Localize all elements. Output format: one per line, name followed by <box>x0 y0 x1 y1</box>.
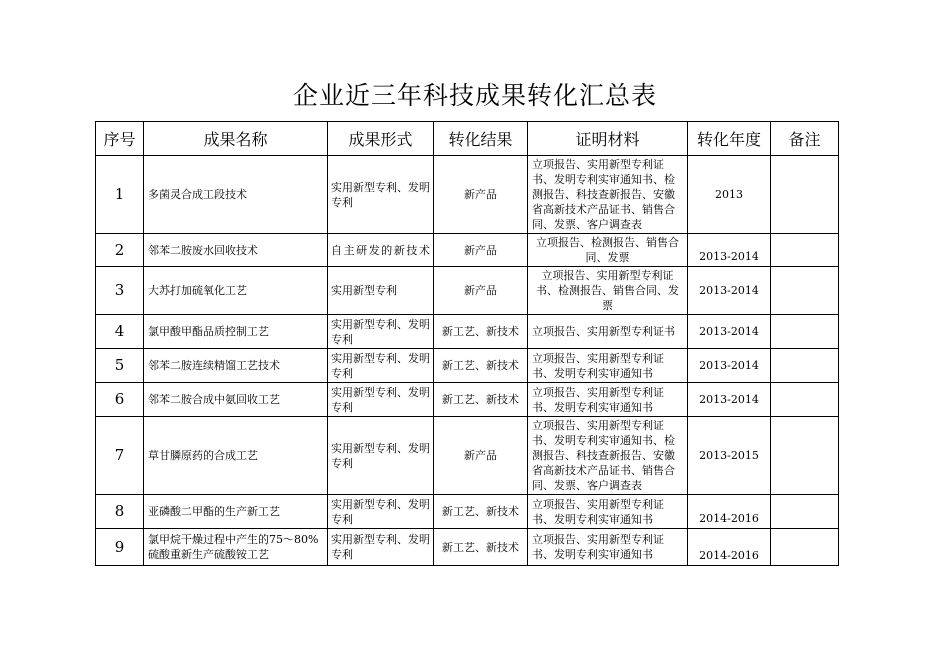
cell-seq: 4 <box>96 315 144 349</box>
cell-name: 氯甲烷干燥过程中产生的75～80%硫酸重新生产硫酸铵工艺 <box>144 529 328 566</box>
cell-year: 2013-2014 <box>688 349 771 383</box>
cell-name: 氯甲酸甲酯品质控制工艺 <box>144 315 328 349</box>
cell-form: 实用新型专利、发明专利 <box>328 417 434 495</box>
cell-material: 立项报告、实用新型专利证书、发明专利实审通知书 <box>528 529 688 566</box>
cell-note <box>771 529 839 566</box>
cell-seq: 8 <box>96 495 144 529</box>
table-row <box>96 417 839 495</box>
header-year: 转化年度 <box>688 122 771 156</box>
cell-note <box>771 234 839 267</box>
cell-note <box>771 267 839 315</box>
cell-material: 立项报告、实用新型专利证书、发明专利实审通知书 <box>528 383 688 417</box>
cell-year: 2013-2014 <box>688 315 771 349</box>
table-row <box>96 156 839 234</box>
cell-result: 新产品 <box>434 156 528 234</box>
cell-material: 立项报告、实用新型专利证书、发明专利实审通知书 <box>528 495 688 529</box>
cell-note <box>771 315 839 349</box>
cell-form: 实用新型专利、发明专利 <box>328 156 434 234</box>
cell-note <box>771 349 839 383</box>
cell-seq: 3 <box>96 267 144 315</box>
cell-seq: 6 <box>96 383 144 417</box>
cell-material: 立项报告、实用新型专利证书、发明专利实审通知书、检测报告、科技查新报告、安徽省高新技术产品证书、销售合同、发票、客户调查表 <box>528 417 688 495</box>
cell-material: 立项报告、实用新型专利证书、发明专利实审通知书 <box>528 349 688 383</box>
table-row <box>96 383 839 417</box>
page-title: 企业近三年科技成果转化汇总表 <box>292 81 657 110</box>
cell-note <box>771 156 839 234</box>
cell-name: 多菌灵合成工段技术 <box>144 156 328 234</box>
cell-name: 草甘膦原药的合成工艺 <box>144 417 328 495</box>
cell-result: 新工艺、新技术 <box>434 529 528 566</box>
cell-material: 立项报告、检测报告、销售合同、发票 <box>528 234 688 267</box>
cell-seq: 9 <box>96 529 144 566</box>
cell-note <box>771 417 839 495</box>
cell-form: 实用新型专利、发明专利 <box>328 495 434 529</box>
header-note: 备注 <box>771 122 839 156</box>
cell-result: 新工艺、新技术 <box>434 349 528 383</box>
header-name: 成果名称 <box>144 122 328 156</box>
table-header-row <box>96 122 839 156</box>
cell-form: 自主研发的新技术 <box>328 234 434 267</box>
cell-name: 邻苯二胺合成中氨回收工艺 <box>144 383 328 417</box>
table-row <box>96 495 839 529</box>
cell-year: 2014-2016 <box>688 529 771 566</box>
header-result: 转化结果 <box>434 122 528 156</box>
cell-year: 2013-2014 <box>688 234 771 267</box>
cell-seq: 7 <box>96 417 144 495</box>
summary-table <box>95 121 839 566</box>
cell-year: 2013-2014 <box>688 383 771 417</box>
cell-name: 亚磷酸二甲酯的生产新工艺 <box>144 495 328 529</box>
cell-material: 立项报告、实用新型专利证书 <box>528 315 688 349</box>
cell-year: 2013 <box>688 156 771 234</box>
cell-result: 新产品 <box>434 234 528 267</box>
cell-form: 实用新型专利、发明专利 <box>328 529 434 566</box>
cell-form: 实用新型专利 <box>328 267 434 315</box>
cell-result: 新产品 <box>434 267 528 315</box>
cell-name: 邻苯二胺连续精馏工艺技术 <box>144 349 328 383</box>
cell-seq: 5 <box>96 349 144 383</box>
cell-note <box>771 383 839 417</box>
header-form: 成果形式 <box>328 122 434 156</box>
table-row <box>96 267 839 315</box>
header-material: 证明材料 <box>528 122 688 156</box>
table-row <box>96 315 839 349</box>
cell-year: 2014-2016 <box>688 495 771 529</box>
cell-material: 立项报告、实用新型专利证书、发明专利实审通知书、检测报告、科技查新报告、安徽省高新技术产品证书、销售合同、发票、客户调查表 <box>528 156 688 234</box>
cell-note <box>771 495 839 529</box>
table-row <box>96 349 839 383</box>
cell-name: 大苏打加硫氧化工艺 <box>144 267 328 315</box>
cell-seq: 2 <box>96 234 144 267</box>
cell-name: 邻苯二胺废水回收技术 <box>144 234 328 267</box>
cell-result: 新产品 <box>434 417 528 495</box>
cell-result: 新工艺、新技术 <box>434 495 528 529</box>
cell-year: 2013-2015 <box>688 417 771 495</box>
cell-seq: 1 <box>96 156 144 234</box>
cell-result: 新工艺、新技术 <box>434 315 528 349</box>
cell-form: 实用新型专利、发明专利 <box>328 315 434 349</box>
table-row <box>96 234 839 267</box>
table-row <box>96 529 839 566</box>
cell-result: 新工艺、新技术 <box>434 383 528 417</box>
cell-material: 立项报告、实用新型专利证书、检测报告、销售合同、发票 <box>528 267 688 315</box>
cell-form: 实用新型专利、发明专利 <box>328 383 434 417</box>
cell-form: 实用新型专利、发明专利 <box>328 349 434 383</box>
cell-year: 2013-2014 <box>688 267 771 315</box>
header-seq: 序号 <box>96 122 144 156</box>
